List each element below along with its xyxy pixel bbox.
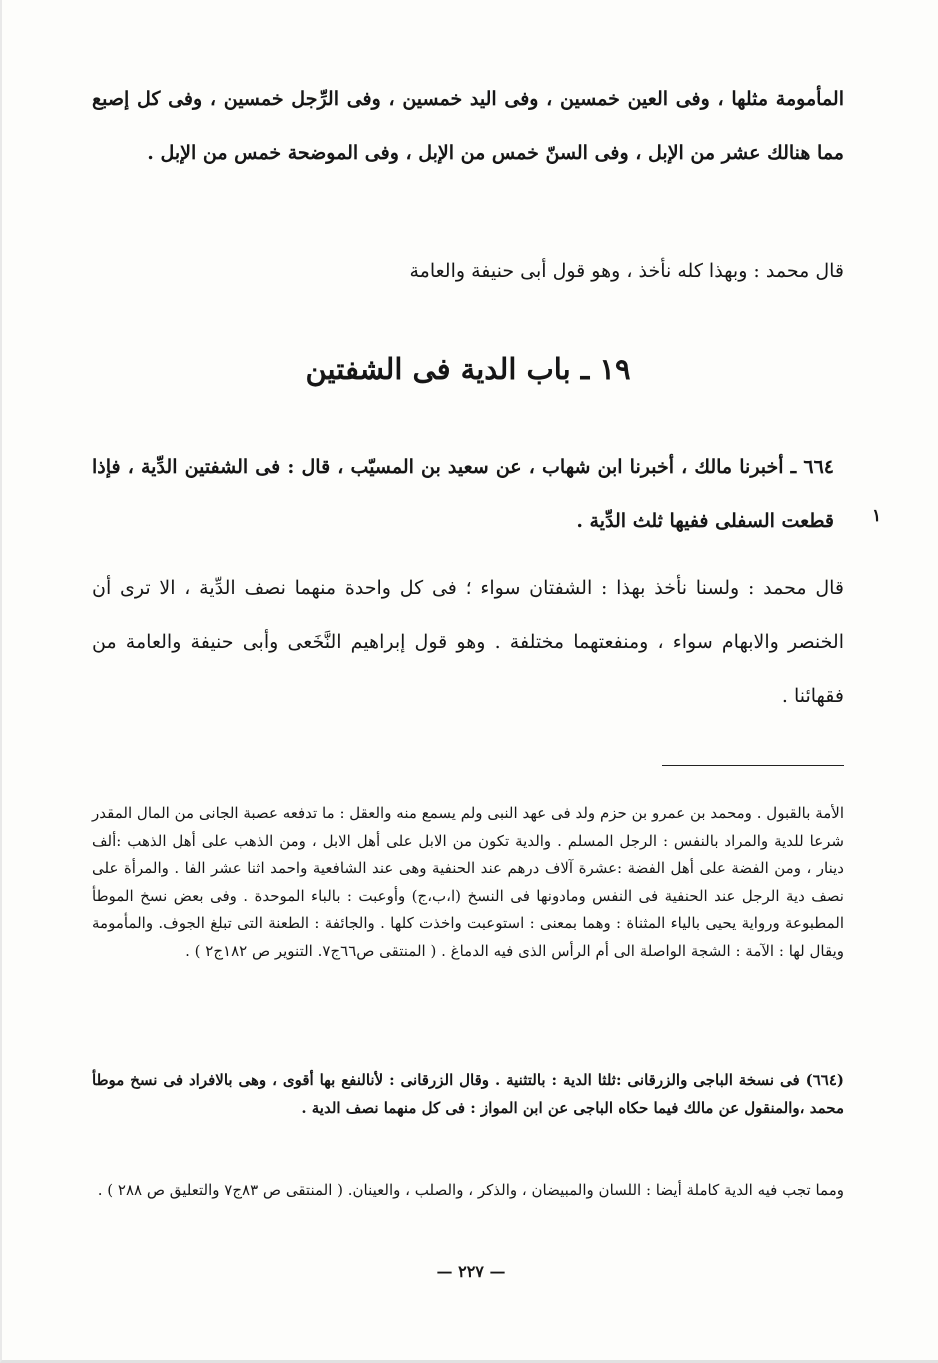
hadith-paragraph: ٦٦٤ ـ أخبرنا مالك ، أخبرنا ابن شهاب ، عن سعيد بن المسيّب ، قال : فى الشفتين الدِّية ، فإذا قطعت السفلى ففيها ثلث الدِّية . — [92, 456, 834, 532]
opening-paragraph: المأمومة مثلها ، وفى العين خمسين ، وفى اليد خمسين ، وفى الرِّجل خمسين ، وفى كل إصبع مما هنالك عشر من الإبل ، وفى السنّ خمس من الإبل ، وفى الموضحة خمس من الإبل . — [92, 88, 844, 164]
footnote-divider — [662, 765, 844, 766]
footnote-3: ومما تجب فيه الدية كاملة أيضا : اللسان والمبيضان ، والذكر ، والصلب ، والعينان. ( المنتقى ص ٨٣ج٧ والتعليق ص ٢٨٨ ) . — [97, 1181, 844, 1199]
opening-comment: قال محمد : وبهذا كله نأخذ ، وهو قول أبى حنيفة والعامة — [409, 260, 844, 282]
comment-paragraph: قال محمد : ولسنا نأخذ بهذا : الشفتان سواء ؛ فى كل واحدة منهما نصف الدِّية ، الا ترى أن الخنصر والابهام سواء ، ومنفعتهما مختلفة . وهو قول إبراهيم النَّخَعى وأبى حنيفة والعامة من فقهائنا . — [92, 577, 844, 707]
footnote-2: (٦٦٤) فى نسخة الباجى والزرقانى :ثلثا الدية : بالتثنية . وقال الزرقانى : لأنالنفع بها أقوى ، وهى بالافراد فى نسخ موطأ محمد ،والمنقول عن مالك فيما حكاه الباجى عن ابن المواز : فى كل منهما نصف الدية . — [92, 1071, 844, 1117]
chapter-title: ١٩ ـ باب الدية فى الشفتين — [305, 352, 631, 386]
footnote-1: الأمة بالقبول . ومحمد بن عمرو بن حزم ولد فى عهد النبى ولم يسمع منه والعقل : ما تدفعه عصبة الجانى من المال المقدر شرعا للدية والمراد بالنفس : الرجل المسلم . والدية تكون من الابل على أهل الابل ، ومن الذهب على أهل الذهب :ألف دينار ، ومن الفضة على أهل الفضة :عشرة آلاف درهم عند الحنفية وهى عند الشافعية واحمد اثنا عشر الفا . والمرأة على نصف دية الرجل عند الحنفية فى النفس ومادونها فى النسخ (ا،ب،ج) وأوعبت : بالباء الموحدة . وفى بعض نسخ الموطأ المطبوعة ورواية يحيى بالياء المثناة : وهما بمعنى : استوعبت واخذت كلها . والجائفة : الطعنة التى تبلغ الجوف. والمأمومة ويقال لها : الآمة : الشجة الواصلة الى أم الرأس الذى فيه الدماغ . ( المنتقى ص٦٦ج٧. التنوير ص ١٨٢ج٢ ) . — [92, 804, 844, 960]
margin-number: ١ — [872, 506, 882, 526]
page-number: — ٢٢٧ — — [436, 1262, 506, 1281]
